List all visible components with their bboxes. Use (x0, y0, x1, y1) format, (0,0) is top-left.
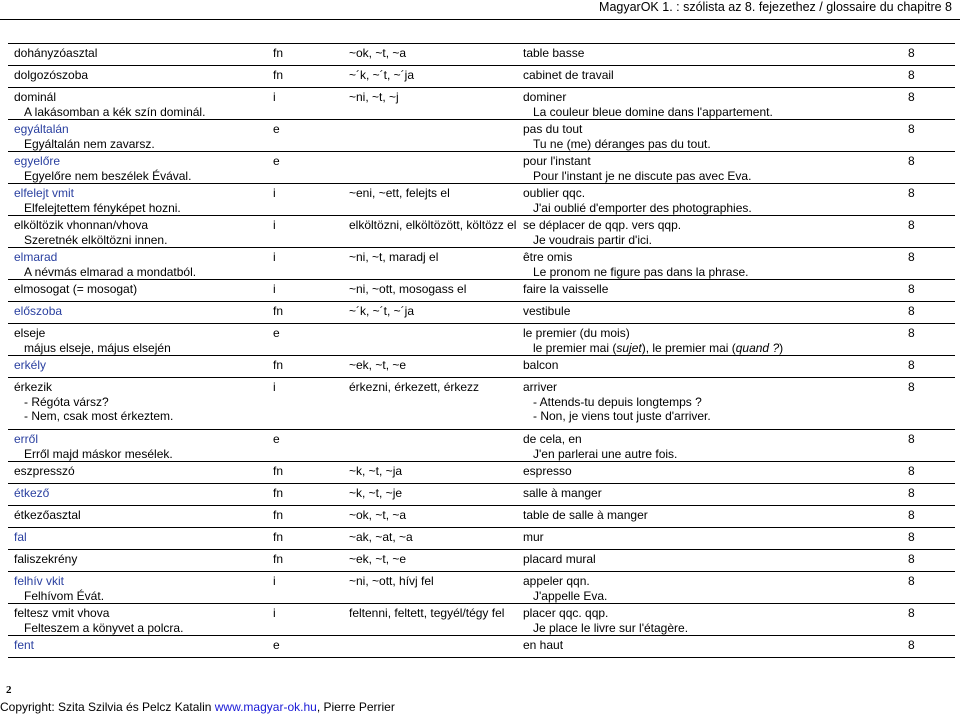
example-fr: Je voudrais partir d'ici. (533, 232, 653, 247)
table-row (8, 356, 955, 378)
cell-word-class (273, 122, 343, 137)
inflected-forms: ~ok, ~t, ~a (349, 46, 407, 60)
example-hu: Egyáltalán nem zavarsz. (24, 136, 155, 151)
footer-url-link[interactable]: www.magyar-ok.hu (214, 700, 317, 714)
word-class: e (273, 326, 280, 340)
example-hu: Erről majd máskor mesélek. (24, 446, 173, 461)
page-header: MagyarOK 1. : szólista az 8. fejezethez / glossaire du chapitre 8 (599, 0, 952, 14)
translation: dominer (523, 90, 567, 104)
chapter-number: 8 (908, 122, 915, 136)
cell-forms (349, 606, 521, 621)
word-class: i (273, 380, 276, 394)
table-row (8, 184, 955, 216)
cell-word-class (273, 358, 343, 373)
translation: oublier qqc. (523, 186, 586, 200)
cell-hungarian (14, 218, 276, 247)
cell-french (523, 122, 903, 151)
cell-chapter (908, 380, 924, 395)
cell-forms (349, 218, 521, 233)
headword: dohányzóasztal (14, 46, 98, 60)
cell-hungarian (14, 552, 276, 567)
glossary-table (8, 43, 955, 658)
cell-hungarian (14, 606, 276, 635)
cell-hungarian (14, 46, 276, 61)
cell-french (523, 304, 903, 319)
cell-word-class (273, 486, 343, 501)
table-row (8, 302, 955, 324)
cell-word-class (273, 530, 343, 545)
translation: en haut (523, 638, 564, 652)
translation: table de salle à manger (523, 508, 648, 522)
cell-word-class (273, 326, 343, 341)
cell-chapter (908, 358, 924, 373)
inflected-forms: ~ni, ~ott, mosogass el (349, 282, 467, 296)
inflected-forms: érkezni, érkezett, érkezz (349, 380, 480, 394)
example-fr-part: ) (779, 340, 784, 355)
cell-french (523, 552, 903, 567)
cell-chapter (908, 432, 924, 447)
cell-hungarian (14, 326, 276, 355)
inflected-forms: ~ni, ~t, maradj el (349, 250, 439, 264)
cell-word-class (273, 68, 343, 83)
cell-hungarian (14, 574, 276, 603)
cell-hungarian (14, 432, 276, 461)
word-class: fn (273, 304, 284, 318)
cell-word-class (273, 250, 343, 265)
example-hu: Elfelejtettem fényképet hozni. (24, 200, 181, 215)
inflected-forms: ~ni, ~t, ~j (349, 90, 399, 104)
cell-french (523, 464, 903, 479)
cell-word-class (273, 432, 343, 447)
chapter-number: 8 (908, 282, 915, 296)
chapter-number: 8 (908, 358, 915, 372)
footer-author: , Pierre Perrier (316, 700, 395, 714)
word-class: i (273, 90, 276, 104)
cell-word-class (273, 574, 343, 589)
cell-french (523, 154, 903, 183)
inflected-forms: ~k, ~t, ~je (349, 486, 403, 500)
cell-french (523, 250, 903, 279)
inflected-forms: ~´k, ~´t, ~´ja (349, 304, 415, 318)
cell-french (523, 68, 903, 83)
chapter-number: 8 (908, 186, 915, 200)
translation: appeler qqn. (523, 574, 590, 588)
table-row (8, 324, 955, 356)
word-class: fn (273, 46, 284, 60)
chapter-number: 8 (908, 638, 915, 652)
table-row (8, 550, 955, 572)
cell-word-class (273, 90, 343, 105)
chapter-number: 8 (908, 486, 915, 500)
inflected-forms: ~´k, ~´t, ~´ja (349, 68, 415, 82)
cell-chapter (908, 574, 924, 589)
table-row (8, 528, 955, 550)
table-row (8, 572, 955, 604)
chapter-number: 8 (908, 606, 915, 620)
example-fr: - Non, je viens tout juste d'arriver. (533, 409, 711, 423)
headword: feltesz vmit vhova (14, 606, 110, 620)
example-hu: Egyelőre nem beszélek Évával. (24, 168, 192, 183)
translation: pas du tout (523, 122, 583, 136)
example-fr: La couleur bleue domine dans l'appartement. (533, 104, 773, 119)
cell-hungarian (14, 68, 276, 83)
inflected-forms: feltenni, feltett, tegyél/tégy fel (349, 606, 505, 620)
cell-word-class (273, 638, 343, 653)
chapter-number: 8 (908, 218, 915, 232)
cell-word-class (273, 508, 343, 523)
headword: érkezik (14, 380, 53, 394)
cell-word-class (273, 46, 343, 61)
inflected-forms: ~ek, ~t, ~e (349, 358, 407, 372)
cell-forms (349, 530, 521, 545)
cell-hungarian (14, 186, 276, 215)
cell-word-class (273, 304, 343, 319)
chapter-number: 8 (908, 304, 915, 318)
cell-word-class (273, 282, 343, 297)
translation: cabinet de travail (523, 68, 614, 82)
cell-chapter (908, 282, 924, 297)
example-fr: - Attends-tu depuis longtemps ? (533, 394, 702, 409)
table-row (8, 66, 955, 88)
footer (0, 700, 395, 714)
cell-chapter (908, 606, 924, 621)
cell-forms (349, 186, 521, 201)
cell-french (523, 282, 903, 297)
chapter-number: 8 (908, 380, 915, 394)
inflected-forms: ~ek, ~t, ~e (349, 552, 407, 566)
cell-chapter (908, 326, 924, 341)
table-row (8, 430, 955, 462)
cell-hungarian (14, 486, 276, 501)
cell-hungarian (14, 464, 276, 479)
headword: étkező (14, 486, 50, 500)
translation: mur (523, 530, 544, 544)
cell-french (523, 46, 903, 61)
cell-hungarian (14, 304, 276, 319)
translation: salle à manger (523, 486, 602, 500)
headword: elseje (14, 326, 46, 340)
chapter-number: 8 (908, 90, 915, 104)
cell-forms (349, 552, 521, 567)
example-fr: Je place le livre sur l'étagère. (533, 620, 689, 635)
cell-chapter (908, 154, 924, 169)
headword: erkély (14, 358, 47, 372)
table-row (8, 88, 955, 120)
page-number: 2 (6, 684, 12, 696)
headword: fent (14, 638, 35, 652)
chapter-number: 8 (908, 250, 915, 264)
cell-forms (349, 574, 521, 589)
cell-word-class (273, 218, 343, 233)
example-hu: Szeretnék elköltözni innen. (24, 232, 168, 247)
chapter-number: 8 (908, 326, 915, 340)
example-hu: Felhívom Évát. (24, 588, 105, 603)
translation: arriver (523, 380, 558, 394)
translation: le premier (du mois) (523, 326, 630, 340)
cell-chapter (908, 250, 924, 265)
cell-french (523, 530, 903, 545)
headword: elmosogat (= mosogat) (14, 282, 138, 296)
example-fr-part: le premier mai ( (533, 340, 617, 355)
example-hu: május elseje, május elsején (24, 340, 171, 355)
cell-forms (349, 68, 521, 83)
cell-chapter (908, 486, 924, 501)
word-class: i (273, 574, 276, 588)
cell-chapter (908, 304, 924, 319)
translation: être omis (523, 250, 573, 264)
word-class: fn (273, 486, 284, 500)
word-class: fn (273, 464, 284, 478)
word-class: fn (273, 358, 284, 372)
chapter-number: 8 (908, 68, 915, 82)
word-class: fn (273, 530, 284, 544)
cell-french (523, 358, 903, 373)
word-class: i (273, 250, 276, 264)
cell-french (523, 638, 903, 653)
cell-hungarian (14, 530, 276, 545)
translation: espresso (523, 464, 572, 478)
example-fr: J'en parlerai une autre fois. (533, 446, 678, 461)
headword: fal (14, 530, 27, 544)
translation: faire la vaisselle (523, 282, 609, 296)
cell-french (523, 486, 903, 501)
cell-word-class (273, 186, 343, 201)
word-class: fn (273, 552, 284, 566)
translation: vestibule (523, 304, 571, 318)
cell-french (523, 380, 903, 424)
translation: balcon (523, 358, 559, 372)
chapter-number: 8 (908, 154, 915, 168)
headword: előszoba (14, 304, 63, 318)
cell-chapter (908, 530, 924, 545)
example-fr: J'appelle Eva. (533, 588, 608, 603)
cell-word-class (273, 606, 343, 621)
headword: felhív vkit (14, 574, 65, 588)
headword: faliszekrény (14, 552, 78, 566)
example-fr-part: ), le premier mai ( (641, 340, 736, 355)
cell-chapter (908, 508, 924, 523)
cell-forms (349, 90, 521, 105)
cell-chapter (908, 90, 924, 105)
word-class: e (273, 154, 280, 168)
example-hu: - Nem, csak most érkeztem. (24, 409, 174, 423)
headword: eszpresszó (14, 464, 75, 478)
cell-forms (349, 464, 521, 479)
cell-chapter (908, 186, 924, 201)
inflected-forms: ~eni, ~ett, felejts el (349, 186, 450, 200)
word-class: i (273, 606, 276, 620)
headword: elfelejt vmit (14, 186, 75, 200)
cell-word-class (273, 380, 343, 395)
word-class: e (273, 432, 280, 446)
cell-hungarian (14, 122, 276, 151)
example-fr-italic: quand ? (735, 340, 780, 355)
table-row (8, 152, 955, 184)
table-row (8, 636, 955, 658)
cell-hungarian (14, 90, 276, 119)
word-class: i (273, 218, 276, 232)
headword: dominál (14, 90, 57, 104)
example-hu: A névmás elmarad a mondatból. (24, 264, 197, 279)
translation: placer qqc. qqp. (523, 606, 609, 620)
cell-forms (349, 508, 521, 523)
translation: de cela, en (523, 432, 582, 446)
word-class: fn (273, 68, 284, 82)
cell-forms (349, 380, 521, 395)
cell-forms (349, 282, 521, 297)
chapter-number: 8 (908, 46, 915, 60)
chapter-number: 8 (908, 508, 915, 522)
inflected-forms: ~ok, ~t, ~a (349, 508, 407, 522)
example-fr: J'ai oublié d'emporter des photographies. (533, 200, 752, 215)
cell-hungarian (14, 508, 276, 523)
translation: placard mural (523, 552, 596, 566)
inflected-forms: ~ak, ~at, ~a (349, 530, 413, 544)
table-row (8, 484, 955, 506)
table-row (8, 280, 955, 302)
headword: egyelőre (14, 154, 61, 168)
cell-french (523, 508, 903, 523)
cell-french (523, 326, 903, 355)
table-row (8, 462, 955, 484)
word-class: e (273, 638, 280, 652)
footer-copyright: Copyright: Szita Szilvia és Pelcz Katalin (0, 700, 215, 714)
table-row (8, 44, 955, 66)
headword: elköltözik vhonnan/vhova (14, 218, 149, 232)
cell-forms (349, 486, 521, 501)
cell-chapter (908, 46, 924, 61)
table-row (8, 378, 955, 430)
example-fr (523, 341, 903, 356)
example-hu: A lakásomban a kék szín dominál. (24, 104, 206, 119)
translation: se déplacer de qqp. vers qqp. (523, 218, 682, 232)
word-class: e (273, 122, 280, 136)
cell-chapter (908, 218, 924, 233)
cell-french (523, 90, 903, 119)
cell-french (523, 574, 903, 603)
word-class: i (273, 282, 276, 296)
cell-word-class (273, 552, 343, 567)
cell-french (523, 218, 903, 247)
table-row (8, 216, 955, 248)
example-hu: - Régóta vársz? (24, 394, 109, 409)
headword: étkezőasztal (14, 508, 81, 522)
cell-french (523, 186, 903, 215)
cell-forms (349, 358, 521, 373)
cell-chapter (908, 552, 924, 567)
inflected-forms: ~k, ~t, ~ja (349, 464, 403, 478)
chapter-number: 8 (908, 574, 915, 588)
cell-chapter (908, 464, 924, 479)
inflected-forms: ~ni, ~ott, hívj fel (349, 574, 434, 588)
cell-french (523, 606, 903, 635)
table-row (8, 604, 955, 636)
headword: egyáltalán (14, 122, 69, 136)
table-row (8, 506, 955, 528)
chapter-number: 8 (908, 432, 915, 446)
headword: elmarad (14, 250, 58, 264)
cell-word-class (273, 464, 343, 479)
translation: pour l'instant (523, 154, 591, 168)
example-fr: Tu ne (me) déranges pas du tout. (533, 136, 711, 151)
word-class: i (273, 186, 276, 200)
cell-forms (349, 46, 521, 61)
header-rule (0, 19, 960, 20)
cell-hungarian (14, 380, 276, 424)
table-row (8, 248, 955, 280)
cell-hungarian (14, 358, 276, 373)
cell-hungarian (14, 154, 276, 183)
cell-chapter (908, 68, 924, 83)
cell-chapter (908, 122, 924, 137)
translation: table basse (523, 46, 585, 60)
example-hu: Felteszem a könyvet a polcra. (24, 620, 184, 635)
headword: dolgozószoba (14, 68, 89, 82)
example-fr: Pour l'instant je ne discute pas avec Eva. (533, 168, 752, 183)
word-class: fn (273, 508, 284, 522)
cell-forms (349, 250, 521, 265)
chapter-number: 8 (908, 552, 915, 566)
chapter-number: 8 (908, 530, 915, 544)
inflected-forms: elköltözni, elköltözött, költözz el (349, 218, 517, 232)
example-fr-italic: sujet (616, 340, 642, 355)
cell-chapter (908, 638, 924, 653)
headword: erről (14, 432, 39, 446)
table-row (8, 120, 955, 152)
cell-hungarian (14, 282, 276, 297)
cell-french (523, 432, 903, 461)
example-fr: Le pronom ne figure pas dans la phrase. (533, 264, 749, 279)
cell-forms (349, 304, 521, 319)
chapter-number: 8 (908, 464, 915, 478)
cell-hungarian (14, 638, 276, 653)
cell-hungarian (14, 250, 276, 279)
cell-word-class (273, 154, 343, 169)
